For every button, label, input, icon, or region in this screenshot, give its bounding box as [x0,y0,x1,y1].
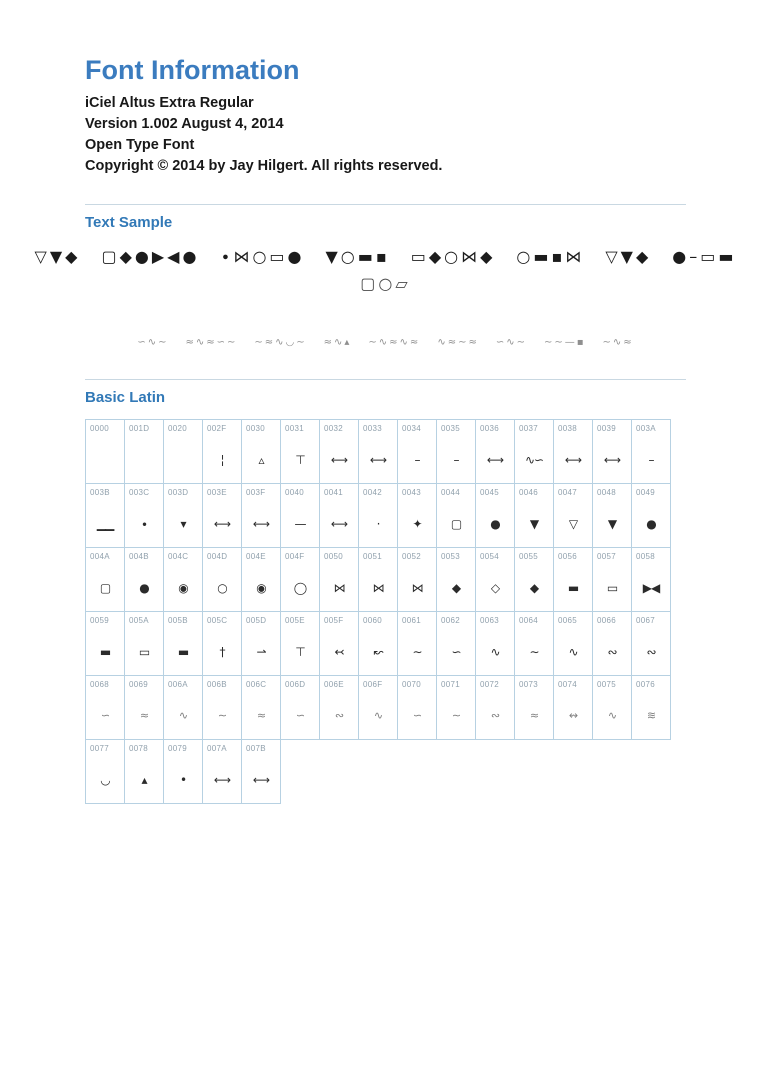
glyph-shape: — [294,516,306,531]
glyph-code-label: 0070 [402,680,421,689]
glyph-cell [124,419,164,484]
glyph-cell [553,483,593,548]
glyph-code-label: 0043 [402,488,421,497]
glyph-cell [85,419,125,484]
glyph-code-label: 0034 [402,424,421,433]
ornament-word: ∙⋈○▭● [220,247,305,266]
glyph-code-label: 0079 [168,744,187,753]
glyph-code-label: 0066 [597,616,616,625]
ornament-word: ▭◆○⋈◆ [410,247,496,266]
glyph-shape: ⟷ [330,516,348,531]
glyph-shape: ● [646,516,656,531]
glyph-cell [280,611,320,676]
glyph-shape: ↭ [568,709,578,722]
ornament-word: ▽▼◆ [34,247,81,266]
glyph-cell [592,675,632,740]
glyph-table-row [85,675,686,739]
glyph-shape: ▴ [141,772,147,787]
glyph-cell [514,547,554,612]
glyph-code-label: 006E [324,680,344,689]
glyph-shape: ∿ [490,644,500,659]
glyph-code-label: 005E [285,616,305,625]
glyph-shape: ● [139,580,149,595]
glyph-cell [358,675,398,740]
glyph-cell [475,419,515,484]
glyph-shape: ⟷ [213,772,231,787]
glyph-code-label: 004D [207,552,228,561]
glyph-cell [553,611,593,676]
glyph-code-label: 005C [207,616,228,625]
glyph-shape: ▼ [529,516,539,531]
glyph-cell [163,611,203,676]
glyph-shape: ◆ [451,580,461,595]
ornament-word-small: ∽∿∼ [495,337,527,348]
glyph-shape: ▭ [138,644,150,659]
glyph-cell [319,611,359,676]
glyph-shape [125,444,163,475]
glyph-cell [436,483,476,548]
glyph-cell [202,547,242,612]
glyph-code-label: 005D [246,616,267,625]
glyph-shape: ∼ [451,709,461,722]
glyph-shape: ∿ [178,709,188,722]
ornament-word-small: ∽∿∼ [137,337,169,348]
glyph-shape: ∿ [607,709,617,722]
glyph-shape: ≈ [529,709,539,722]
glyph-code-label: 0040 [285,488,304,497]
glyph-shape: ◇ [490,580,500,595]
glyph-code-label: 0036 [480,424,499,433]
glyph-cell [475,547,515,612]
glyph-cell [358,547,398,612]
glyph-shape: ⊤ [295,452,305,467]
font-name: iCiel Altus Extra Regular [85,95,254,111]
glyph-code-label: 0030 [246,424,265,433]
glyph-shape: ∿ [373,709,383,722]
ornament-word-small: ∼∿≈∿≈ [368,337,421,348]
glyph-shape: ⟷ [213,516,231,531]
glyph-cell [592,483,632,548]
glyph-code-label: 0041 [324,488,343,497]
glyph-cell [280,483,320,548]
glyph-code-label: 004E [246,552,266,561]
glyph-shape: ∿∽ [524,452,544,467]
glyph-shape: ⟷ [603,452,621,467]
glyph-code-label: 0064 [519,616,538,625]
glyph-table-row [85,547,686,611]
glyph-code-label: 0050 [324,552,343,561]
glyph-shape: ○ [217,580,227,595]
glyph-code-label: 007B [246,744,266,753]
glyph-shape: ≈ [139,709,149,722]
glyph-code-label: 005F [324,616,344,625]
glyph-cell [631,675,671,740]
glyph-shape: ⇀ [256,644,266,659]
page-content [34,55,737,803]
glyph-code-label: 0000 [90,424,109,433]
basic-latin-glyph-table [85,419,686,803]
glyph-shape: ◆ [529,580,539,595]
glyph-shape: ¦ [220,452,224,467]
glyph-code-label: 006C [246,680,267,689]
glyph-code-label: 004F [285,552,305,561]
glyph-shape: ∿ [568,644,578,659]
ornament-word: ●–▭▬ [672,247,737,266]
glyph-shape: ▬ [567,580,579,595]
font-copyright: Copyright © 2014 by Jay Hilgert. All rights reserved. [85,158,443,174]
glyph-code-label: 005B [168,616,188,625]
glyph-code-label: 003E [207,488,227,497]
glyph-code-label: 007A [207,744,227,753]
glyph-shape: ⟷ [486,452,504,467]
glyph-cell [319,419,359,484]
glyph-cell [319,483,359,548]
glyph-cell [475,483,515,548]
glyph-code-label: 0063 [480,616,499,625]
glyph-code-label: 001D [129,424,150,433]
glyph-cell [241,739,281,804]
glyph-cell [202,611,242,676]
section-divider [85,204,686,205]
page-title: Font Information [85,55,300,85]
glyph-table-row [85,483,686,547]
glyph-cell [514,675,554,740]
text-sample-ornament-line-1 [34,247,737,266]
glyph-cell [202,675,242,740]
glyph-cell [475,675,515,740]
glyph-code-label: 0065 [558,616,577,625]
glyph-cell [85,483,125,548]
glyph-shape: ▼ [607,516,617,531]
glyph-cell [202,483,242,548]
glyph-shape: • [179,772,187,787]
glyph-cell [397,611,437,676]
glyph-cell [85,611,125,676]
glyph-code-label: 004C [168,552,189,561]
glyph-code-label: 0055 [519,552,538,561]
glyph-code-label: 0074 [558,680,577,689]
glyph-code-label: 003A [636,424,656,433]
glyph-cell [85,739,125,804]
glyph-code-label: 006D [285,680,306,689]
glyph-cell [85,547,125,612]
glyph-shape: ● [490,516,500,531]
glyph-cell [592,419,632,484]
glyph-shape: ⟷ [369,452,387,467]
glyph-shape: ◉ [256,580,266,595]
glyph-cell [436,419,476,484]
glyph-cell [124,547,164,612]
glyph-shape: ⋈ [372,580,384,595]
ornament-word: ▼○▬▪ [325,247,390,266]
glyph-shape: ∼ [412,644,422,659]
glyph-cell [163,419,203,484]
glyph-shape: – [648,452,654,467]
glyph-shape: ∾ [334,709,344,722]
glyph-cell [436,675,476,740]
glyph-code-label: 0060 [363,616,382,625]
glyph-table-row [85,739,686,803]
glyph-code-label: 0058 [636,552,655,561]
glyph-cell [202,419,242,484]
glyph-cell [163,675,203,740]
glyph-cell [163,739,203,804]
glyph-shape: ∽ [100,709,110,722]
glyph-shape: ▭ [606,580,618,595]
glyph-code-label: 0035 [441,424,460,433]
glyph-code-label: 003B [90,488,110,497]
basic-latin-heading: Basic Latin [85,389,166,406]
glyph-cell [514,483,554,548]
glyph-shape: ▽ [568,516,578,531]
glyph-cell [241,419,281,484]
glyph-table-row [85,611,686,675]
glyph-code-label: 0048 [597,488,616,497]
glyph-code-label: 0051 [363,552,382,561]
glyph-code-label: 0076 [636,680,655,689]
glyph-shape: ▬ [177,644,189,659]
glyph-shape: † [219,644,225,659]
glyph-code-label: 0052 [402,552,421,561]
font-version: Version 1.002 August 4, 2014 [85,116,284,132]
glyph-shape: ✦ [412,516,422,531]
text-sample-heading: Text Sample [85,214,173,231]
glyph-cell [514,611,554,676]
glyph-code-label: 0044 [441,488,460,497]
font-format: Open Type Font [85,137,195,153]
glyph-shape: · [376,516,380,531]
glyph-code-label: 003C [129,488,150,497]
glyph-cell [163,547,203,612]
glyph-shape: ∼ [529,644,539,659]
glyph-shape: – [414,452,420,467]
glyph-cell [124,483,164,548]
glyph-shape: ▬ [99,644,111,659]
glyph-code-label: 0059 [90,616,109,625]
glyph-cell [241,675,281,740]
glyph-shape: ▢ [450,516,462,531]
glyph-code-label: 0031 [285,424,304,433]
glyph-cell [358,483,398,548]
glyph-code-label: 005A [129,616,149,625]
glyph-shape: ⋈ [333,580,345,595]
glyph-code-label: 0045 [480,488,499,497]
ornament-word-small: ∼∼—▪ [543,337,586,348]
glyph-code-label: 0057 [597,552,616,561]
glyph-code-label: 0056 [558,552,577,561]
glyph-code-label: 0042 [363,488,382,497]
glyph-shape: ≋ [646,709,656,722]
glyph-shape: ∾ [607,644,617,659]
glyph-shape: ▶◀ [642,580,660,595]
glyph-cell [358,611,398,676]
glyph-cell [475,611,515,676]
glyph-shape: ↜ [373,644,383,659]
glyph-shape: ↢ [334,644,344,659]
glyph-code-label: 0073 [519,680,538,689]
glyph-shape: ∽ [295,709,305,722]
ornament-word-small: ∼∿≈ [602,337,634,348]
glyph-cell [397,419,437,484]
section-divider [85,379,686,380]
glyph-cell [553,547,593,612]
glyph-code-label: 006B [207,680,227,689]
glyph-code-label: 0069 [129,680,148,689]
glyph-cell [280,547,320,612]
ornament-word-small: ≈∿▴ [323,337,352,348]
glyph-cell [631,547,671,612]
glyph-shape: ∾ [646,644,656,659]
glyph-code-label: 0039 [597,424,616,433]
glyph-cell [592,547,632,612]
glyph-cell [631,483,671,548]
glyph-code-label: 0020 [168,424,187,433]
glyph-cell [319,547,359,612]
glyph-cell [124,675,164,740]
glyph-cell [631,611,671,676]
glyph-shape: ∼ [217,709,227,722]
glyph-code-label: 002F [207,424,227,433]
glyph-cell [592,611,632,676]
glyph-cell [124,739,164,804]
text-sample-ornament-line-2: ▢○▱ [360,274,411,293]
glyph-code-label: 006A [168,680,188,689]
glyph-code-label: 0049 [636,488,655,497]
glyph-shape: ⟷ [252,516,270,531]
glyph-code-label: 004B [129,552,149,561]
glyph-cell [358,419,398,484]
glyph-cell [436,547,476,612]
ornament-word-small: ∼≈∿◡∼ [254,337,307,348]
glyph-shape: ▢ [99,580,111,595]
glyph-shape: ◯ [293,580,307,595]
ornament-word: ▽▼◆ [605,247,652,266]
glyph-cell [163,483,203,548]
glyph-code-label: 0032 [324,424,343,433]
glyph-code-label: 0075 [597,680,616,689]
glyph-cell [436,611,476,676]
glyph-code-label: 0061 [402,616,421,625]
glyph-shape: ▵ [258,452,264,467]
glyph-code-label: 0072 [480,680,499,689]
glyph-shape: ⊤ [295,644,305,659]
glyph-code-label: 0077 [90,744,109,753]
glyph-shape: ⟷ [564,452,582,467]
glyph-shape: ≈ [256,709,266,722]
glyph-code-label: 0068 [90,680,109,689]
glyph-shape: ∙ [140,516,148,531]
glyph-code-label: 006F [363,680,383,689]
glyph-cell [397,483,437,548]
glyph-cell [241,483,281,548]
glyph-cell [241,547,281,612]
glyph-shape [86,444,124,475]
glyph-cell [397,547,437,612]
glyph-cell [514,419,554,484]
glyph-shape: – [453,452,459,467]
glyph-shape: ⟷ [252,772,270,787]
glyph-cell [202,739,242,804]
glyph-shape: ∾ [490,709,500,722]
ornament-word: ○▬▪⋈ [516,247,585,266]
glyph-cell [553,675,593,740]
glyph-code-label: 0071 [441,680,460,689]
glyph-shape: ⟷ [330,452,348,467]
glyph-code-label: 0046 [519,488,538,497]
glyph-shape: ▾ [180,516,186,531]
glyph-code-label: 0038 [558,424,577,433]
glyph-cell [319,675,359,740]
glyph-cell [553,419,593,484]
glyph-code-label: 003D [168,488,189,497]
glyph-code-label: 0067 [636,616,655,625]
glyph-cell [85,675,125,740]
glyph-cell [241,611,281,676]
glyph-code-label: 0047 [558,488,577,497]
glyph-cell [631,419,671,484]
glyph-cell [280,675,320,740]
glyph-code-label: 0054 [480,552,499,561]
glyph-cell [397,675,437,740]
ornament-word-small: ≈∿≈∽∼ [185,337,238,348]
glyph-shape: ⋈ [411,580,423,595]
glyph-shape [164,444,202,475]
glyph-code-label: 0053 [441,552,460,561]
glyph-table-row [85,419,686,483]
glyph-code-label: 0078 [129,744,148,753]
ornament-word-small: ∿≈∼≈ [437,337,479,348]
glyph-code-label: 0062 [441,616,460,625]
ornament-word: ▢◆●▶◀● [101,247,200,266]
glyph-shape: ∽ [412,709,422,722]
glyph-cell [124,611,164,676]
glyph-code-label: 0033 [363,424,382,433]
glyph-code-label: 004A [90,552,110,561]
glyph-shape: ∽ [451,644,461,659]
glyph-cell [280,419,320,484]
glyph-shape: ◉ [178,580,188,595]
text-sample-ornament-line-3 [85,337,686,348]
glyph-code-label: 0037 [519,424,538,433]
glyph-code-label: 003F [246,488,266,497]
glyph-shape: ▁▁ [96,516,114,531]
glyph-shape: ◡ [100,772,110,787]
